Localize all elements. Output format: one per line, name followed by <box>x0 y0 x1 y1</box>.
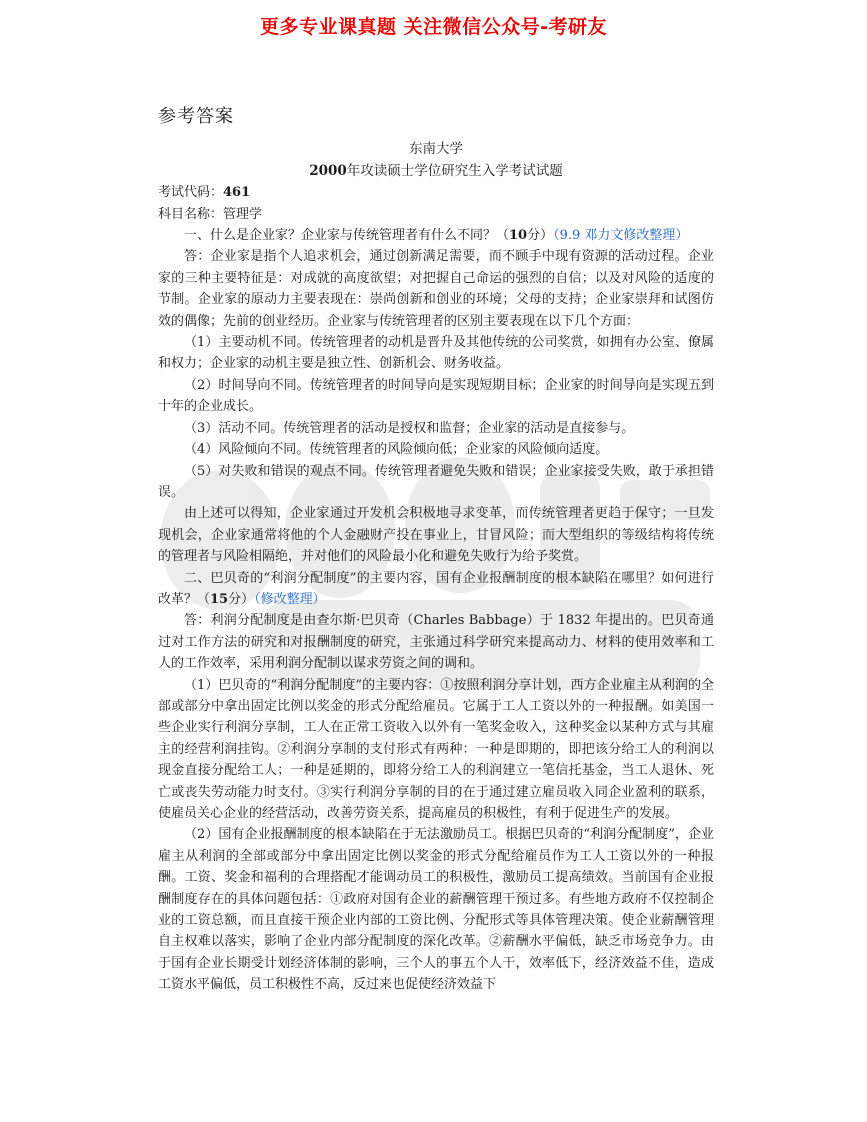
exam-code <box>158 182 714 203</box>
question-1 <box>158 225 714 246</box>
page-heading: 参考答案 <box>158 106 234 127</box>
answer-1-conclusion: 由上述可以得知，企业家通过开发机会积极地寻求变革，而传统管理者更趋于保守；一旦发现机会，企业家通常将他的个人金融财产投在事业上，甘冒风险；而大型组织的等级结构将传统的管理者与风险相隔绝，并对他们的风险最小化和避免失败行为给予奖赏。 <box>158 506 714 565</box>
answer-1-point-5: （5）对失败和错误的观点不同。传统管理者避免失败和错误；企业家接受失败，敢于承担错误。 <box>158 463 714 500</box>
question-2 <box>158 568 714 611</box>
answer-1-intro: 答：企业家是指个人追求机会，通过创新满足需要，而不顾手中现有资源的活动过程。企业家的三种主要特征是：对成就的高度欲望；对把握自己命运的强烈的自信；以及对风险的适度的节制。企业家的原动力主要表现在：崇尚创新和创业的环境；父母的支持；企业家崇拜和试图仿效的偶像；先前的创业经历。企业家与传统管理者的区别主要表现在以下几个方面： <box>158 249 714 329</box>
exam-title-rest: 年攻读硕士学位研究生入学考试试题 <box>346 162 563 179</box>
question-1-text: 一、什么是企业家？企业家与传统管理者有什么不同？（ <box>184 228 510 244</box>
subject-name: 科目名称：管理学 <box>158 206 263 222</box>
school-name: 东南大学 <box>409 141 463 158</box>
exam-year: 2000 <box>309 162 347 179</box>
question-2-text: 二、巴贝奇的“利润分配制度”的主要内容，国有企业报酬制度的根本缺陷在哪里？如何进行改革？（ <box>158 570 714 607</box>
answer-1-point-2: （2）时间导向不同。传统管理者的时间导向是实现短期目标；企业家的时间导向是实现五到十年的企业成长。 <box>158 377 714 415</box>
question-1-note: （9.9 邓力文修改整理） <box>553 228 689 244</box>
answer-1-point-3: （3）活动不同。传统管理者的活动是授权和监督；企业家的活动是直接参与。 <box>184 420 635 436</box>
answer-2-part-1: （1）巴贝奇的“利润分配制度”的主要内容：①按照利润分享计划，西方企业雇主从利润的全部或部分中拿出固定比例以奖金的形式分配给雇员。它属于工人工资以外的一种报酬。如美国一些企业实行利润分享制，工人在正常工资收入以外有一笔奖金收入，这种奖金以某种方式与其雇主的经营利润挂钩。②利润分享制的支付形式有两种：一种是即期的，即把该分给工人的利润以现金直接分配给工人；一种是延期的，即将分给工人的利润建立一笔信托基金，当工人退休、死亡或丧失劳动能力时支付。③实行利润分享制的目的在于通过建立雇员收入同企业盈利的联系，使雇员关心企业的经营活动，改善劳资关系，提高雇员的积极性，有利于促进生产的发展。 <box>158 677 714 821</box>
answer-2-intro: 答：利润分配制度是由查尔斯·巴贝奇（Charles Babbage）于 1832 年提出的。巴贝奇通过对工作方法的研究和对报酬制度的研究，主张通过科学研究来提高动力、材料的使用效率和工人的工作效率，采用利润分配制以谋求劳资之间的调和。 <box>158 613 714 672</box>
question-2-unit: 分） <box>228 591 255 607</box>
promo-banner: 更多专业课真题 关注微信公众号-考研友 <box>259 16 607 38</box>
question-2-points: 15 <box>210 591 229 607</box>
exam-title <box>158 161 714 182</box>
answer-1-point-4: （4）风险倾向不同。传统管理者的风险倾向低；企业家的风险倾向适度。 <box>184 442 609 458</box>
answer-1-point-1: （1）主要动机不同。传统管理者的动机是晋升及其他传统的公司奖赏，如拥有办公室、僚属和权力；企业家的动机主要是独立性、创新机会、财务收益。 <box>158 335 714 372</box>
question-2-note: （修改整理） <box>254 591 326 607</box>
document-body <box>158 106 714 996</box>
question-1-points: 10 <box>509 228 528 244</box>
question-1-unit: 分） <box>527 228 554 244</box>
exam-code-label: 考试代码： <box>158 185 224 201</box>
exam-code-value: 461 <box>223 185 251 201</box>
answer-2-part-2: （2）国有企业报酬制度的根本缺陷在于无法激励员工。根据巴贝奇的“利润分配制度”，企业雇主从利润的全部或部分中拿出固定比例以奖金的形式分配给雇员作为工人工资以外的一种报酬。工资、奖金和福利的合理搭配才能调动员工的积极性，激励员工提高绩效。当前国有企业报酬制度存在的具体问题包括：①政府对国有企业的薪酬管理干预过多。有些地方政府不仅控制企业的工资总额，而且直接干预企业内部的工资比例、分配形式等具体管理决策。使企业薪酬管理自主权难以落实，影响了企业内部分配制度的深化改革。②薪酬水平偏低，缺乏市场竞争力。由于国有企业长期受计划经济体制的影响，三个人的事五个人干，效率低下，经济效益不佳，造成工资水平偏低，员工积极性不高，反过来也促使经济效益下 <box>158 827 714 993</box>
